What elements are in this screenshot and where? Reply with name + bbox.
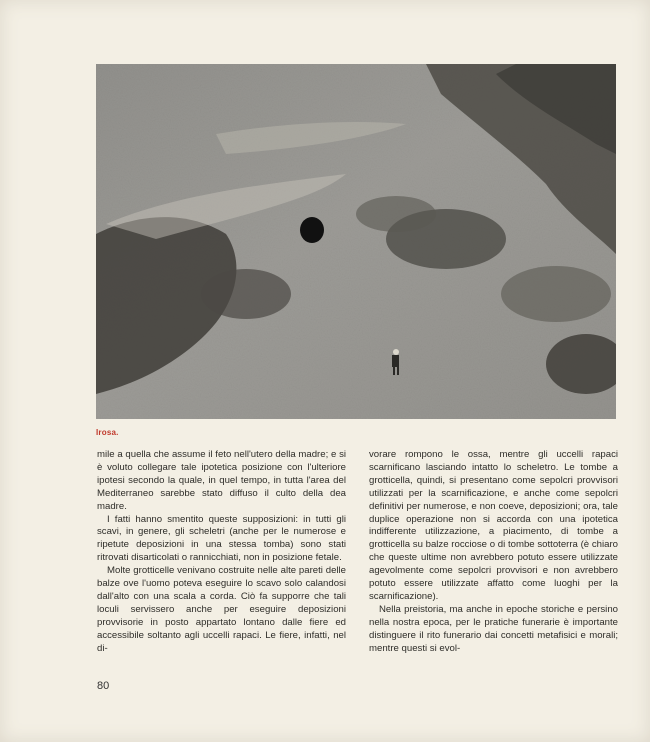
- text-column-right: [369, 449, 618, 656]
- landscape-photo: [96, 64, 616, 419]
- paragraph: mile a quella che assume il feto nell'utero della madre; e si è voluto collegare tale ipotetica posizione con l'ulteriore ipotesi secondo la quale, in quel tempo, in tutta l'area del Mediterraneo sarebbe stato diffuso il culto della dea madre.: [97, 449, 346, 512]
- hillside-tomb-photo: [96, 64, 616, 419]
- paragraph: I fatti hanno smentito queste supposizioni: in tutti gli scavi, in genere, gli scheletri (anche per le numerose e ripetute deposizioni in una stessa tomba) sono stati ritrovati disarticolati o rannicchiati, non in posizione fetale.: [97, 513, 346, 564]
- paragraph: Nella preistoria, ma anche in epoche storiche e persino nella nostra epoca, per le pratiche funerarie è importante distinguere il rito funerario dai concetti metafisici e morali; mentre questi si evol-: [369, 603, 618, 654]
- paragraph: vorare rompono le ossa, mentre gli uccelli rapaci scarnificano lasciando intatto lo scheletro. Le tombe a grotticella, quindi, si presentano come sepolcri provvisori utilizzati per la scarnificazione, e anche come sepolcri definitivi per numerose, e non coeve, deposizioni; ora, tale duplice operazione non si accorda con una ipotetica indifferente utilizzazione, a piacimento, di tombe a grotticella su balze rocciose o di tombe sottoterra (è chiaro che queste ultime non avrebbero potuto essere utilizzate agevolmente come sepolcri provvisori e non avrebbero potuto essere utilizzate affatto come luoghi per la scarnificazione).: [369, 449, 618, 602]
- paragraph: Molte grotticelle venivano costruite nelle alte pareti delle balze ove l'uomo poteva eseguire lo scavo solo calandosi dall'alto con una scala a corda. Ciò fa supporre che tali loculi servissero anche per eseguire deposizioni provvisorie in posto appartato lontano dalle fiere ed accessibile soltanto agli uccelli rapaci. Le fiere, infatti, nel di-: [97, 565, 346, 654]
- text-column-left: [97, 449, 346, 656]
- tomb-opening: [300, 217, 324, 243]
- page-number: 80: [97, 680, 110, 692]
- photo-caption: Irosa.: [96, 428, 119, 437]
